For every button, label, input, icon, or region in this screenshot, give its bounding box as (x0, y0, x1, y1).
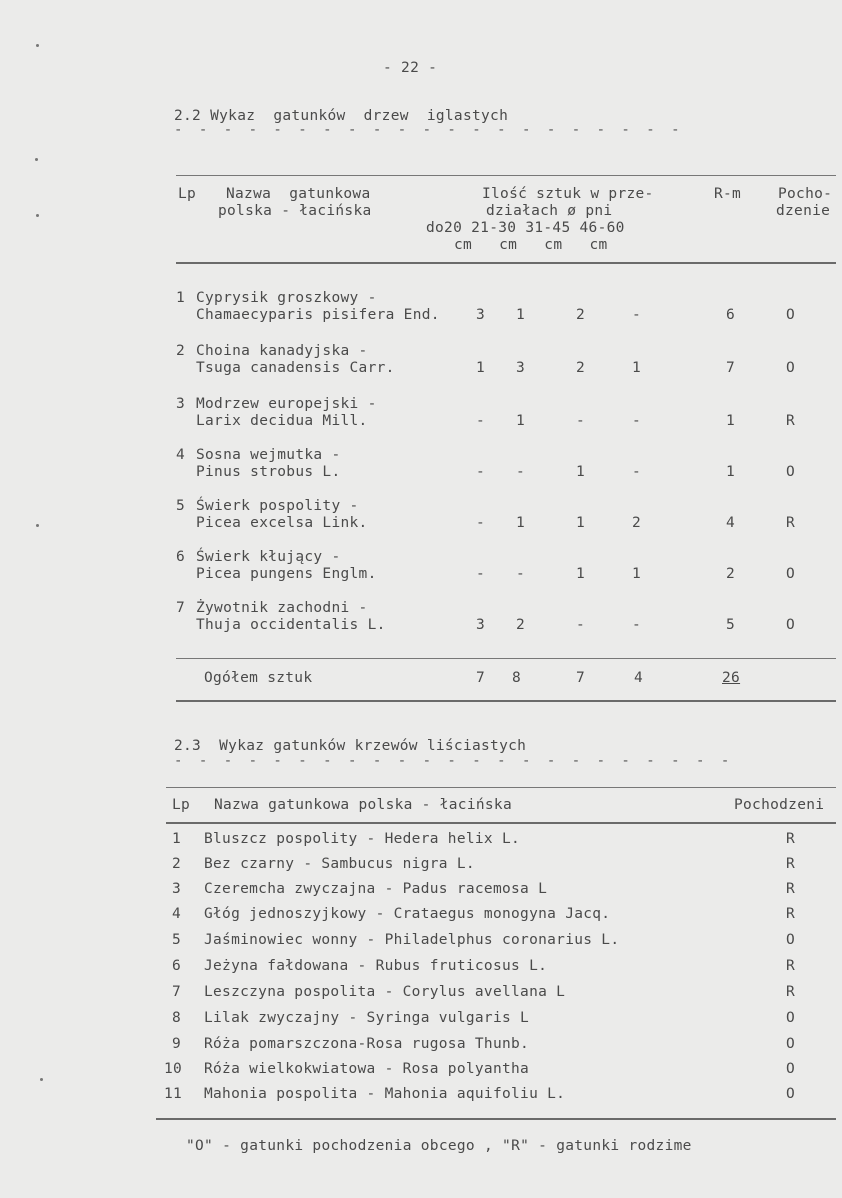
row-count-30: 1 (516, 307, 526, 323)
row-name-polish: Żywotnik zachodni - (196, 600, 368, 616)
header-units: cm cm cm cm (454, 237, 608, 253)
row-count-60: - (632, 464, 642, 480)
shrub-row-origin: O (786, 932, 796, 948)
row-rm: 2 (726, 566, 736, 582)
shrub-row-origin: R (786, 856, 796, 872)
total-top-rule (176, 658, 836, 659)
row-lp: 3 (176, 396, 186, 412)
row-count-30: 1 (516, 515, 526, 531)
row-count-20: - (476, 515, 486, 531)
shrub-row-origin: O (786, 1086, 796, 1102)
row-count-60: - (632, 307, 642, 323)
row-rm: 6 (726, 307, 736, 323)
row-origin: O (786, 617, 796, 633)
row-count-45: - (576, 413, 586, 429)
row-count-45: 2 (576, 307, 586, 323)
shrub-row-lp: 4 (172, 906, 182, 922)
total-bottom-rule (176, 700, 836, 702)
total-count-20: 7 (476, 670, 486, 686)
shrub-row-name: Jeżyna fałdowana - Rubus fruticosus L. (204, 958, 548, 974)
row-lp: 1 (176, 290, 186, 306)
shrub-row-origin: R (786, 881, 796, 897)
row-count-45: 1 (576, 566, 586, 582)
total-label: Ogółem sztuk (204, 670, 313, 686)
row-name-polish: Świerk pospolity - (196, 498, 359, 514)
total-rm: 26 (722, 670, 741, 686)
row-count-60: 1 (632, 566, 642, 582)
shrub-row-name: Bez czarny - Sambucus nigra L. (204, 856, 475, 872)
shrub-table-bottom-rule (156, 1118, 836, 1120)
section-title: 2.3 Wykaz gatunków krzewów liściastych (174, 738, 527, 754)
row-rm: 4 (726, 515, 736, 531)
shrub-table-top-rule (166, 787, 836, 788)
shrub-row-origin: O (786, 1061, 796, 1077)
header-name-2: polska - łacińska (218, 203, 372, 219)
shrub-row-lp: 6 (172, 958, 182, 974)
page-number: - 22 - (383, 60, 438, 76)
section-title: 2.2 Wykaz gatunków drzew iglastych (174, 108, 509, 124)
header-ranges: do20 21-30 31-45 46-60 (426, 220, 625, 236)
row-name-latin: Tsuga canadensis Carr. (196, 360, 395, 376)
row-origin: O (786, 307, 796, 323)
row-name-latin: Larix decidua Mill. (196, 413, 368, 429)
shrub-row-origin: R (786, 831, 796, 847)
shrub-row-origin: R (786, 958, 796, 974)
row-name-latin: Chamaecyparis pisifera End. (196, 307, 440, 323)
shrub-row-name: Mahonia pospolita - Mahonia aquifoliu L. (204, 1086, 566, 1102)
margin-speck (36, 524, 39, 527)
title-underline: - - - - - - - - - - - - - - - - - - - - - (174, 122, 684, 138)
shrub-row-name: Róża wielkokwiatowa - Rosa polyantha (204, 1061, 530, 1077)
row-name-polish: Cyprysik groszkowy - (196, 290, 377, 306)
header-lp: Lp (178, 186, 197, 202)
shrub-row-lp: 1 (172, 831, 182, 847)
row-rm: 1 (726, 464, 736, 480)
row-lp: 2 (176, 343, 186, 359)
header-name-1: Nazwa gatunkowa (226, 186, 371, 202)
shrub-row-lp: 3 (172, 881, 182, 897)
row-count-45: 2 (576, 360, 586, 376)
row-count-30: 1 (516, 413, 526, 429)
shrub-row-name: Lilak zwyczajny - Syringa vulgaris L (204, 1010, 530, 1026)
shrub-header-bottom-rule (166, 822, 836, 824)
total-count-60: 4 (634, 670, 644, 686)
row-count-20: - (476, 566, 486, 582)
row-count-30: - (516, 464, 526, 480)
header-origin-1: Pocho- (778, 186, 833, 202)
header-rm: R-m (714, 186, 742, 202)
shrub-row-origin: R (786, 906, 796, 922)
row-count-20: 1 (476, 360, 486, 376)
shrub-row-name: Czeremcha zwyczajna - Padus racemosa L (204, 881, 548, 897)
shrub-row-lp: 9 (172, 1036, 182, 1052)
row-count-30: - (516, 566, 526, 582)
row-name-latin: Picea pungens Englm. (196, 566, 377, 582)
shrub-row-name: Jaśminowiec wonny - Philadelphus coronarius L. (204, 932, 620, 948)
row-name-polish: Choina kanadyjska - (196, 343, 368, 359)
row-lp: 5 (176, 498, 186, 514)
shrub-row-name: Róża pomarszczona-Rosa rugosa Thunb. (204, 1036, 530, 1052)
header-count-1: Ilość sztuk w prze- (482, 186, 654, 202)
row-count-60: - (632, 617, 642, 633)
shrub-row-name: Bluszcz pospolity - Hedera helix L. (204, 831, 521, 847)
row-count-45: 1 (576, 515, 586, 531)
row-rm: 7 (726, 360, 736, 376)
row-name-polish: Sosna wejmutka - (196, 447, 341, 463)
row-count-45: 1 (576, 464, 586, 480)
row-count-60: 1 (632, 360, 642, 376)
shrub-header-lp: Lp (172, 797, 191, 813)
shrub-header-origin: Pochodzeni (734, 797, 825, 813)
row-count-60: 2 (632, 515, 642, 531)
title-underline: - - - - - - - - - - - - - - - - - - - - - - - (174, 753, 734, 769)
row-name-latin: Pinus strobus L. (196, 464, 341, 480)
margin-speck (36, 44, 39, 47)
total-count-45: 7 (576, 670, 586, 686)
row-origin: O (786, 464, 796, 480)
row-count-30: 3 (516, 360, 526, 376)
shrub-row-lp: 8 (172, 1010, 182, 1026)
shrub-row-name: Głóg jednoszyjkowy - Crataegus monogyna Jacq. (204, 906, 611, 922)
margin-speck (40, 1078, 43, 1081)
margin-speck (36, 214, 39, 217)
table-top-rule (176, 175, 836, 176)
header-origin-2: dzenie (776, 203, 831, 219)
row-count-20: - (476, 413, 486, 429)
row-count-20: 3 (476, 307, 486, 323)
shrub-row-lp: 10 (164, 1061, 183, 1077)
shrub-row-origin: O (786, 1010, 796, 1026)
shrub-header-name: Nazwa gatunkowa polska - łacińska (214, 797, 512, 813)
shrub-row-lp: 5 (172, 932, 182, 948)
row-origin: R (786, 515, 796, 531)
header-count-2: działach ø pni (486, 203, 613, 219)
shrub-row-name: Leszczyna pospolita - Corylus avellana L (204, 984, 566, 1000)
row-count-45: - (576, 617, 586, 633)
row-rm: 5 (726, 617, 736, 633)
row-rm: 1 (726, 413, 736, 429)
row-origin: R (786, 413, 796, 429)
header-bottom-rule (176, 262, 836, 264)
row-count-60: - (632, 413, 642, 429)
row-origin: O (786, 566, 796, 582)
row-count-20: - (476, 464, 486, 480)
row-name-latin: Picea excelsa Link. (196, 515, 368, 531)
row-name-polish: Świerk kłujący - (196, 549, 341, 565)
row-name-polish: Modrzew europejski - (196, 396, 377, 412)
footnote: "O" - gatunki pochodzenia obcego , "R" - gatunki rodzime (186, 1138, 692, 1154)
row-origin: O (786, 360, 796, 376)
row-count-30: 2 (516, 617, 526, 633)
row-lp: 7 (176, 600, 186, 616)
shrub-row-lp: 7 (172, 984, 182, 1000)
row-lp: 6 (176, 549, 186, 565)
shrub-row-origin: R (786, 984, 796, 1000)
row-lp: 4 (176, 447, 186, 463)
shrub-row-origin: O (786, 1036, 796, 1052)
shrub-row-lp: 11 (164, 1086, 183, 1102)
row-count-20: 3 (476, 617, 486, 633)
row-name-latin: Thuja occidentalis L. (196, 617, 386, 633)
shrub-row-lp: 2 (172, 856, 182, 872)
margin-speck (35, 158, 38, 161)
total-count-30: 8 (512, 670, 522, 686)
